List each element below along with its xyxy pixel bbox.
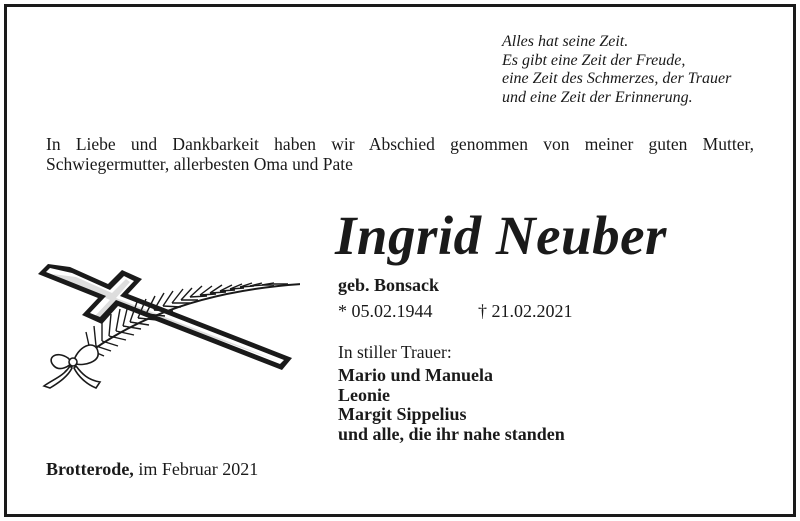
mourner-name: Leonie [338, 384, 390, 405]
verse-line: Alles hat seine Zeit. [502, 33, 629, 50]
verse-line: und eine Zeit der Erinnerung. [502, 88, 693, 106]
life-dates [338, 301, 573, 322]
birth-name: geb. Bonsack [338, 275, 440, 295]
birth-date: * 05.02.1944 [338, 301, 433, 321]
mourner-name: Margit Sippelius [338, 404, 467, 424]
mourner-name: und alle, die ihr nahe standen [338, 423, 565, 444]
mourner-name: Mario und Manuela [338, 365, 494, 385]
town: Brotterode, [46, 459, 134, 479]
month-year: im Februar 2021 [138, 459, 259, 479]
ribbon-bow-icon [44, 345, 100, 388]
intro-text [46, 134, 754, 174]
intro-line-2: Schwiegermutter, allerbesten Oma und Pate [46, 154, 353, 174]
cross-with-palm-frond-icon [30, 262, 300, 392]
verse [502, 33, 782, 107]
intro-line-1: In Liebe und Dankbarkeit haben wir Abschied genommen von meiner guten Mutter, [46, 134, 754, 154]
death-date: † 21.02.2021 [478, 301, 573, 321]
deceased-name: Ingrid Neuber [335, 205, 667, 266]
mourners-list [338, 366, 565, 444]
mourners-label: In stiller Trauer: [338, 342, 452, 362]
place-and-date [46, 459, 258, 480]
verse-line: eine Zeit des Schmerzes, der Trauer [502, 70, 732, 87]
verse-line: Es gibt eine Zeit der Freude, [502, 51, 686, 69]
